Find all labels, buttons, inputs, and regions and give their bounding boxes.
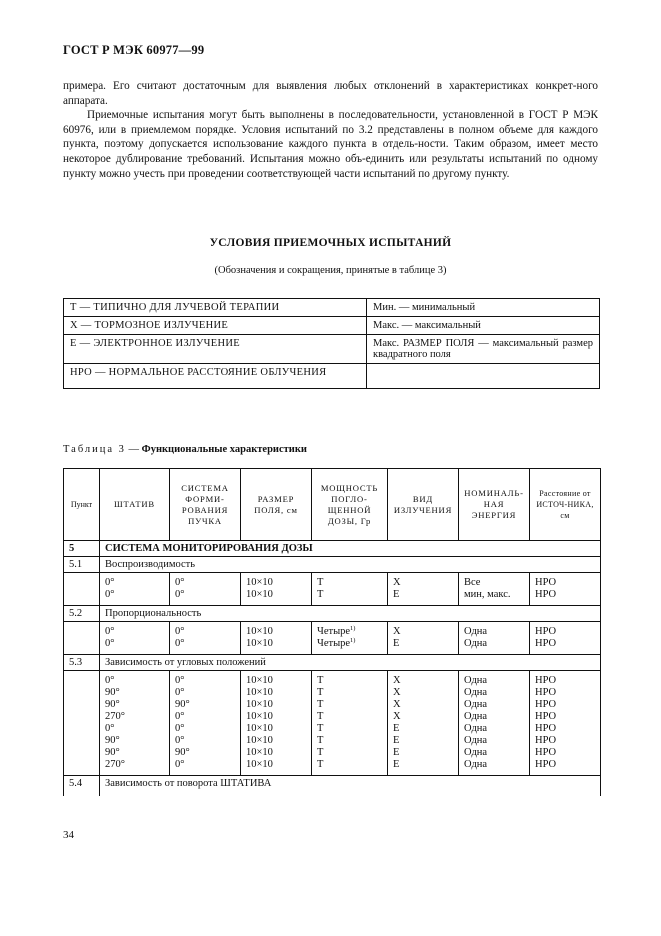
- header-cell: Расстояние от ИСТОЧ-НИКА, см: [530, 469, 601, 541]
- header-cell: ВИД ИЗЛУЧЕНИЯ: [388, 469, 459, 541]
- abbr-row: [64, 335, 600, 364]
- abbr-right: Макс. — максимальный: [367, 317, 600, 335]
- data-row: [64, 573, 601, 606]
- cell-radiation: Х Х Х Х Е Е Е Е: [388, 671, 459, 776]
- cell-radiation: Х Е: [388, 573, 459, 606]
- abbr-row: [64, 317, 600, 335]
- abbreviations-table: [63, 298, 600, 389]
- table-header-row: [64, 469, 601, 541]
- header-cell: НОМИНАЛЬ-НАЯ ЭНЕРГИЯ: [459, 469, 530, 541]
- subsection-row: [64, 776, 601, 796]
- cell-stand: 0° 90° 90° 270° 0° 90° 90° 270°: [100, 671, 170, 776]
- cell-radiation: Х Е: [388, 622, 459, 655]
- cell-dose: Т Т Т Т Т Т Т Т: [312, 671, 388, 776]
- section-subtitle: (Обозначения и сокращения, принятые в таблице 3): [214, 265, 447, 276]
- cell-distance: НРО НРО НРО НРО НРО НРО НРО НРО: [530, 671, 601, 776]
- body-text: [63, 79, 598, 181]
- header-cell: СИСТЕМА ФОРМИ-РОВАНИЯ ПУЧКА: [170, 469, 241, 541]
- page-number: 34: [63, 829, 74, 841]
- subsection-number: 5.3: [64, 655, 100, 671]
- subsection-name: Зависимость от поворота ШТАТИВА: [100, 776, 601, 796]
- cell-empty: [64, 622, 100, 655]
- functional-characteristics-table: [63, 468, 601, 796]
- cell-energy: Все мин, макс.: [459, 573, 530, 606]
- abbr-right: Макс. РАЗМЕР ПОЛЯ — максимальный размер квадратного поля: [367, 335, 600, 364]
- subsection-name: Зависимость от угловых положений: [100, 655, 601, 671]
- paragraph-2: Приемочные испытания могут быть выполнены в последовательности, установленной в ГОСТ Р МЭК 60976, или в приемлемом порядке. Условия испытаний по 3.2 представлены в полном объеме для каждого пункта, поэтому допускается использование каждого пункта в отдель-ности. Таким образом, имеет место некоторое дублирование требований. Испытания можно объ-единить или результаты испытаний по одному пункту можно учесть при проведении соответствующей части испытаний по другому пункту.: [63, 109, 598, 180]
- abbr-row: [64, 364, 600, 389]
- data-row: [64, 671, 601, 776]
- cell-stand: 0° 0°: [100, 573, 170, 606]
- cell-field: 10×10 10×10 10×10 10×10 10×10 10×10 10×10 10×10: [241, 671, 312, 776]
- header-cell: ШТАТИВ: [100, 469, 170, 541]
- cell-energy: Одна Одна: [459, 622, 530, 655]
- table-caption: [63, 444, 307, 455]
- cell-field: 10×10 10×10: [241, 573, 312, 606]
- cell-beam: 0° 0° 90° 0° 0° 0° 90° 0°: [170, 671, 241, 776]
- table-caption-prefix: Таблица 3: [63, 444, 126, 455]
- cell-empty: [64, 671, 100, 776]
- cell-dose: Т Т: [312, 573, 388, 606]
- abbr-right: Мин. — минимальный: [367, 299, 600, 317]
- subsection-name: Пропорциональность: [100, 606, 601, 622]
- cell-field: 10×10 10×10: [241, 622, 312, 655]
- abbr-row: [64, 299, 600, 317]
- header-cell: Пункт: [64, 469, 100, 541]
- cell-dose: Четыре$^{1)}$ Четыре$^{1)}$: [312, 622, 388, 655]
- abbr-left: Е — ЭЛЕКТРОННОЕ ИЗЛУЧЕНИЕ: [64, 335, 367, 364]
- section-row: [64, 541, 601, 557]
- table-caption-dash: —: [125, 444, 142, 455]
- cell-empty: [64, 573, 100, 606]
- footnote-marker: 1): [350, 637, 356, 644]
- abbr-right: [367, 364, 600, 389]
- subsection-row: [64, 655, 601, 671]
- subsection-row: [64, 606, 601, 622]
- abbr-left: НРО — НОРМАЛЬНОЕ РАССТОЯНИЕ ОБЛУЧЕНИЯ: [64, 364, 367, 389]
- paragraph-1: примера. Его считают достаточным для выявления любых отклонений в характеристиках конкрет-ного аппарата.: [63, 80, 598, 107]
- abbr-left: Т — ТИПИЧНО ДЛЯ ЛУЧЕВОЙ ТЕРАПИИ: [64, 299, 367, 317]
- subsection-row: [64, 557, 601, 573]
- cell-beam: 0° 0°: [170, 573, 241, 606]
- data-row: [64, 622, 601, 655]
- section-number: 5: [64, 541, 100, 557]
- cell-distance: НРО НРО: [530, 622, 601, 655]
- cell-energy: Одна Одна Одна Одна Одна Одна Одна Одна: [459, 671, 530, 776]
- document-header: ГОСТ Р МЭК 60977—99: [63, 43, 205, 57]
- cell-beam: 0° 0°: [170, 622, 241, 655]
- section-title: УСЛОВИЯ ПРИЕМОЧНЫХ ИСПЫТАНИЙ: [209, 237, 452, 249]
- subsection-number: 5.1: [64, 557, 100, 573]
- abbr-left: Х — ТОРМОЗНОЕ ИЗЛУЧЕНИЕ: [64, 317, 367, 335]
- footnote-marker: 1): [350, 625, 356, 632]
- section-name: СИСТЕМА МОНИТОРИРОВАНИЯ ДОЗЫ: [100, 541, 601, 557]
- cell-distance: НРО НРО: [530, 573, 601, 606]
- cell-stand: 0° 0°: [100, 622, 170, 655]
- table-caption-title: Функциональные характеристики: [141, 444, 307, 455]
- subsection-number: 5.2: [64, 606, 100, 622]
- subsection-number: 5.4: [64, 776, 100, 796]
- header-cell: МОЩНОСТЬ ПОГЛО-ЩЕННОЙ ДОЗЫ, Гр: [312, 469, 388, 541]
- header-cell: РАЗМЕР ПОЛЯ, см: [241, 469, 312, 541]
- subsection-name: Воспроизводимость: [100, 557, 601, 573]
